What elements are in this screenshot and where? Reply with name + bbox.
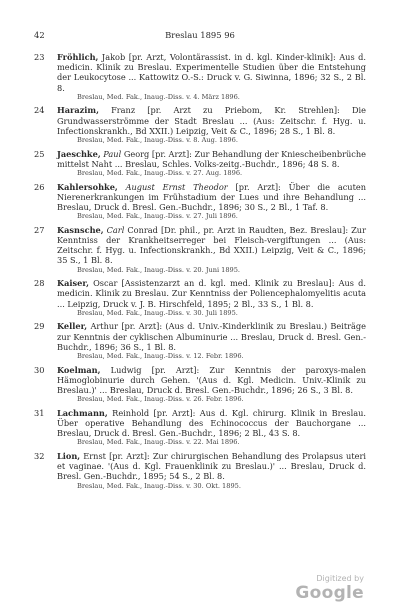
catalog-entry	[34, 408, 366, 447]
entry-meta: Breslau, Med. Fak., Inaug.-Diss. v. 22. Mai 1896.	[77, 438, 240, 447]
entry-given-name: Reinhold	[112, 407, 150, 418]
entry-surname: Lion,	[57, 451, 81, 462]
entry-body	[57, 408, 366, 439]
page-number: 42	[34, 30, 45, 40]
catalog-entry	[34, 52, 366, 101]
entry-body	[57, 182, 366, 213]
entry-surname: Kahlersohke,	[57, 181, 118, 192]
entry-text: [pr. Arzt, Volontärassist. in d. kgl. Kinder-klinik]: Aus d. medicin. Klinik zu Breslau. Experimentelle Studien über die Entstehung der Leukocytose ... Kattowitz O.-S.: Druck v. G. Siwinna, 1896; 32 S., 2 Bl. 8.	[57, 52, 367, 93]
entry-meta: Breslau, Med. Fak., Inaug.-Diss. v. 30. Juli 1895.	[77, 308, 238, 317]
entry-meta: Breslau, Med. Fak., Inaug.-Diss. v. 12. Febr. 1896.	[77, 352, 244, 361]
entry-number: 31	[34, 407, 45, 418]
catalog-entry	[34, 225, 366, 274]
entry-meta: Breslau, Med. Fak., Inaug.-Diss. v. 27. Juli 1896.	[77, 212, 238, 221]
entry-number: 30	[34, 364, 45, 375]
entry-text: [pr. Arzt]: Über die acuten Nierenerkrankungen im Frühstadium der Lues und ihre Behandlung ... Breslau, Druck d. Bresl. Gen.-Buchdr., 1896; 30 S., 2 Bl., 1 Taf. 8.	[57, 181, 366, 213]
entry-given-name: August Ernst Theodor	[125, 181, 228, 192]
entry-number: 27	[34, 224, 45, 235]
catalog-entry	[34, 105, 366, 144]
entry-surname: Jaeschke,	[57, 148, 101, 159]
entry-text: Oscar [Assistenzarzt an d. kgl. med. Klinik zu Breslau]: Aus d. medicin. Klinik zu Breslau. Zur Kenntniss der Poliencephalomyelitis acuta ... Leipzig, Druck v. J. B. Hirschfeld, 1895; 2 Bl., 33 S., 1 Bl. 8.	[57, 278, 367, 309]
entry-number: 29	[34, 321, 45, 332]
entry-body	[57, 225, 366, 266]
entry-body	[57, 321, 366, 352]
entry-text: [pr. Arzt]: Aus d. Kgl. chirurg. Klinik in Breslau. Über operative Behandlung des Echinococcus der Bauchorgane ... Breslau, Druck d. Bresl. Gen.-Buchdr., 1896; 2 Bl., 43 S. 8.	[57, 407, 366, 439]
entry-number: 23	[34, 52, 45, 62]
catalog-entry	[34, 149, 366, 178]
entry-surname: Keller,	[57, 321, 88, 332]
entry-meta: Breslau, Med. Fak., Inaug.-Diss. v. 8. Aug. 1896.	[77, 136, 238, 145]
entry-meta: Breslau, Med. Fak., Inaug.-Diss. v. 4. März 1896.	[77, 92, 240, 101]
watermark-brand: Google	[295, 583, 364, 603]
running-head	[34, 30, 366, 44]
entry-body	[57, 278, 366, 309]
entry-body	[57, 149, 366, 169]
watermark-digitized: Digitized by	[316, 574, 364, 583]
entry-text: [pr. Arzt zu Priebom, Kr. Strehlen]: Die Grundwasserströmme der Stadt Breslau ... (Aus: Zeitschr. f. Hyg. u. Infectionskrankh., Bd XXII.) Leipzig, Veit & C., 1896; 28 S., 1 Bl. 8.	[57, 105, 366, 136]
entry-text: Georg [pr. Arzt]: Zur Behandlung der Kniescheibenbrüche mittelst Naht ... Breslau, Schles. Volks-zeitg.-Buchdr., 1896; 48 S. 8.	[57, 148, 367, 169]
entry-body	[57, 365, 366, 396]
entry-meta: Breslau, Med. Fak., Inaug.-Diss. v. 27. Aug. 1896.	[77, 169, 243, 178]
entry-body	[57, 52, 366, 93]
entry-text: Arthur [pr. Arzt]: (Aus d. Univ.-Kinderklinik zu Breslau.) Beiträge zur Kenntnis der cyklischen Albuminurie ... Breslau, Druck d. Bresl. Gen.-Buchdr., 1896; 36 S., 1 Bl. 8.	[57, 321, 366, 352]
entry-given-name: Franz	[111, 105, 136, 116]
entry-given-name: Jakob	[101, 52, 126, 62]
entry-list	[34, 52, 366, 490]
entry-given-name: Carl	[106, 224, 125, 235]
entry-surname: Harazim,	[57, 105, 99, 116]
entry-given-name: Paul	[103, 148, 122, 159]
entry-text: [pr. Arzt]: Zur Kenntnis der paroxys-malen Hämoglobinurie durch Gehen. '(Aus d. Kgl. Medicin. Univ.-Klinik zu Breslau.)' ... Breslau, Druck d. Bresl. Gen.-Buchdr., 1896; 26 S., 3 Bl. 8.	[57, 364, 367, 396]
entry-meta: Breslau, Med. Fak., Inaug.-Diss. v. 26. Febr. 1896.	[77, 395, 244, 404]
entry-body	[57, 105, 366, 136]
running-title: Breslau 1895 96	[165, 30, 235, 40]
entry-surname: Kaiser,	[57, 278, 89, 289]
entry-number: 26	[34, 181, 45, 192]
entry-surname: Kasnsche,	[57, 224, 104, 235]
catalog-entry	[34, 182, 366, 221]
catalog-entry	[34, 321, 366, 360]
entry-meta: Breslau, Med. Fak., Inaug.-Diss. v. 20. Juni 1895.	[77, 265, 241, 274]
entry-surname: Koelman,	[57, 364, 101, 375]
catalog-entry	[34, 278, 366, 317]
entry-given-name: Ernst	[83, 451, 106, 462]
entry-given-name: Ludwig	[110, 364, 142, 375]
entry-text: Conrad [Dr. phil., pr. Arzt in Raudten, Bez. Breslau]: Zur Kenntniss der Krankheitserreger bei Fleisch-vergiftungen ... (Aus: Zeitschr. f. Hyg. u. Infectionskrankh., Bd XXII.) Leipzig, Veit & C., 1896; 35 S., 1 Bl. 8.	[57, 224, 366, 266]
entry-body	[57, 451, 366, 482]
entry-number: 28	[34, 278, 45, 289]
catalog-entry	[34, 451, 366, 490]
entry-surname: Fröhlich,	[57, 52, 99, 62]
entry-surname: Lachmann,	[57, 407, 108, 418]
catalog-entry	[34, 365, 366, 404]
entry-number: 24	[34, 105, 45, 116]
entry-text: [pr. Arzt]: Zur chirurgischen Behandlung des Prolapsus uteri et vaginae. '(Aus d. Kgl. Frauenklinik zu Breslau.)' ... Breslau, Druck d. Bresl. Gen.-Buchdr., 1895; 54 S., 2 Bl. 8.	[57, 451, 366, 482]
entry-number: 25	[34, 148, 45, 159]
entry-number: 32	[34, 451, 45, 462]
entry-meta: Breslau, Med. Fak., Inaug.-Diss. v. 30. Okt. 1895.	[77, 481, 241, 490]
google-watermark	[295, 574, 364, 603]
